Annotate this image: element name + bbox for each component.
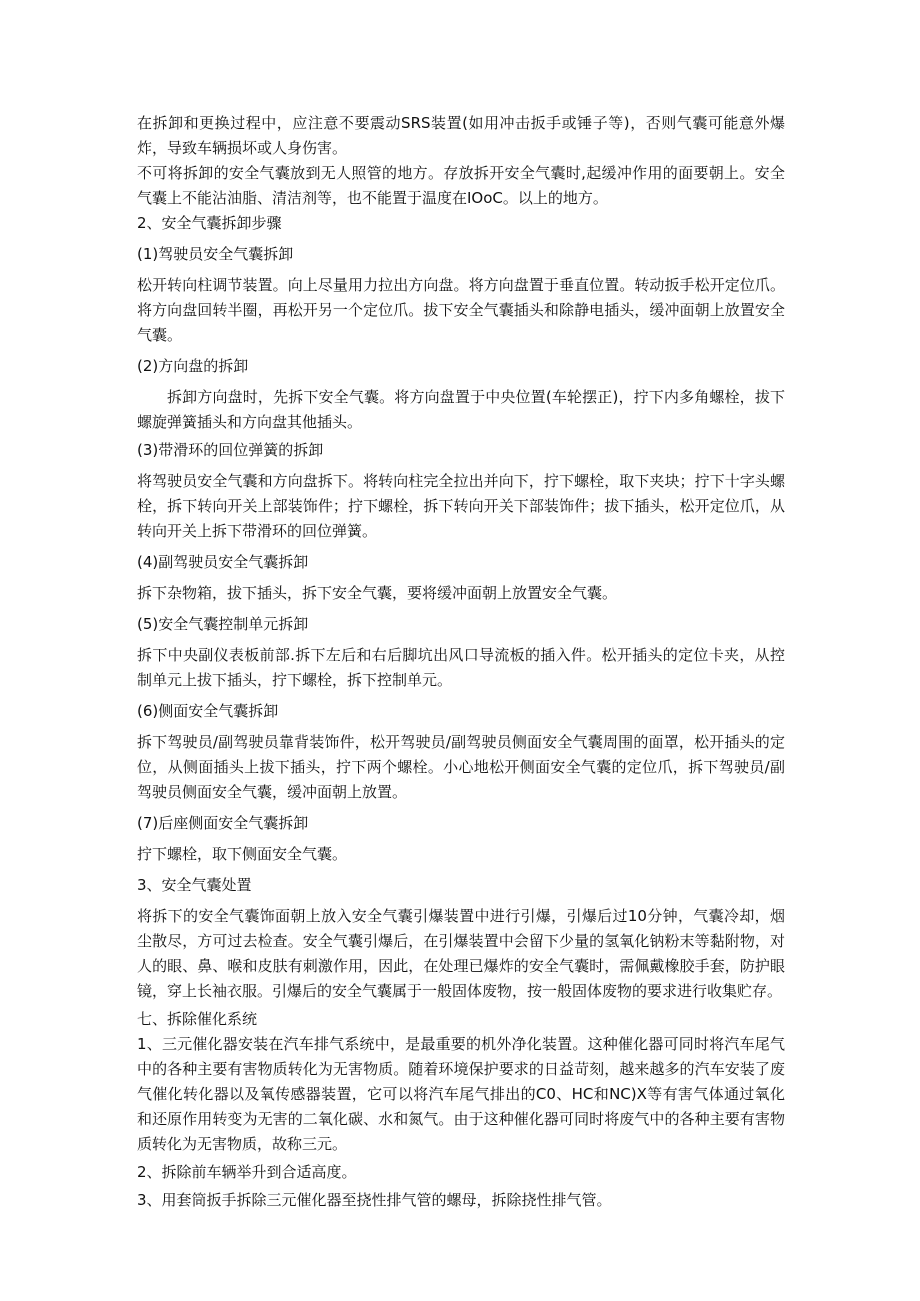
heading-driver-airbag: (1)驾驶员安全气囊拆卸 bbox=[137, 245, 294, 263]
paragraph-side-airbag: 拆下驾驶员/副驾驶员靠背装饰件，松开驾驶员/副驾驶员侧面安全气囊周围的面罩，松开插头的定位，从侧面插头上拔下插头，拧下两个螺栓。小心地松开侧面安全气囊的定位爪，拆下驾驶员/副驾驶员侧面安全气囊，缓冲面朝上放置。 bbox=[137, 733, 785, 801]
document-page bbox=[137, 111, 785, 1213]
paragraph-airbag-disposal: 将拆下的安全气囊饰面朝上放入安全气囊引爆装置中进行引爆，引爆后过10分钟，气囊冷却，烟尘散尽，方可过去检查。安全气囊引爆后，在引爆装置中会留下少量的氢氧化钠粉末等黏附物，对人的眼、鼻、喉和皮肤有刺激作用，因此，在处理已爆炸的安全气囊时，需佩戴橡胶手套，防护眼镜，穿上长袖衣服。引爆后的安全气囊属于一般固体废物，按一般固体废物的要求进行收集贮存。 bbox=[137, 907, 785, 1000]
heading-catalytic-system: 七、拆除催化系统 bbox=[137, 1010, 258, 1028]
paragraph-lift-vehicle: 2、拆除前车辆举升到合适高度。 bbox=[137, 1163, 357, 1181]
heading-airbag-disposal: 3、安全气囊处置 bbox=[137, 876, 252, 894]
paragraph-three-way-catalyst: 1、三元催化器安装在汽车排气系统中，是最重要的机外净化装置。这种催化器可同时将汽车尾气中的各种主要有害物质转化为无害物质。随着环境保护要求的日益苛刻，越来越多的汽车安装了废气催化转化器以及氧传感器装置，它可以将汽车尾气排出的C0、HC和NC)X等有害气体通过氧化和还原作用转变为无害的二氧化碳、水和氮气。由于这种催化器可同时将废气中的各种主要有害物质转化为无害物质，故称三元。 bbox=[137, 1035, 785, 1153]
paragraph-steering-wheel: 拆卸方向盘时，先拆下安全气囊。将方向盘置于中央位置(车轮摆正)，拧下内多角螺栓，拔下螺旋弹簧插头和方向盘其他插头。 bbox=[137, 388, 785, 431]
paragraph-control-unit: 拆下中央副仪表板前部.拆下左后和右后脚坑出风口导流板的插入件。松开插头的定位卡夹，从控制单元上拔下插头，拧下螺栓，拆下控制单元。 bbox=[137, 646, 785, 689]
heading-side-airbag: (6)侧面安全气囊拆卸 bbox=[137, 702, 279, 720]
heading-passenger-airbag: (4)副驾驶员安全气囊拆卸 bbox=[137, 553, 309, 571]
heading-steering-wheel: (2)方向盘的拆卸 bbox=[137, 357, 249, 375]
heading-airbag-removal-steps: 2、安全气囊拆卸步骤 bbox=[137, 214, 282, 232]
paragraph-driver-airbag: 松开转向柱调节装置。向上尽量用力拉出方向盘。将方向盘置于垂直位置。转动扳手松开定位爪。将方向盘回转半圈，再松开另一个定位爪。拔下安全气囊插头和除静电插头，缓冲面朝上放置安全气囊。 bbox=[137, 276, 785, 344]
paragraph-passenger-airbag: 拆下杂物箱，拔下插头，拆下安全气囊，要将缓冲面朝上放置安全气囊。 bbox=[137, 584, 618, 602]
paragraph-return-spring: 将驾驶员安全气囊和方向盘拆下。将转向柱完全拉出并向下，拧下螺栓，取下夹块；拧下十字头螺栓，拆下转向开关上部装饰件；拧下螺栓，拆下转向开关下部装饰件；拔下插头，松开定位爪，从转向开关上拆下带滑环的回位弹簧。 bbox=[137, 472, 785, 540]
paragraph-caution-impact: 在拆卸和更换过程中，应注意不要震动SRS装置(如用冲击扳手或锤子等)，否则气囊可能意外爆炸，导致车辆损坏或人身伤害。 bbox=[137, 114, 785, 157]
paragraph-remove-flex-pipe: 3、用套筒扳手拆除三元催化器至挠性排气管的螺母，拆除挠性排气管。 bbox=[137, 1191, 612, 1209]
heading-control-unit: (5)安全气囊控制单元拆卸 bbox=[137, 615, 309, 633]
paragraph-storage: 不可将拆卸的安全气囊放到无人照管的地方。存放拆开安全气囊时,起缓冲作用的面要朝上。安全气囊上不能沾油脂、清洁剂等，也不能置于温度在IOoC。以上的地方。 bbox=[137, 164, 785, 207]
paragraph-rear-side-airbag: 拧下螺栓，取下侧面安全气囊。 bbox=[137, 845, 348, 863]
heading-rear-side-airbag: (7)后座侧面安全气囊拆卸 bbox=[137, 814, 309, 832]
heading-return-spring: (3)带滑环的回位弹簧的拆卸 bbox=[137, 441, 324, 459]
